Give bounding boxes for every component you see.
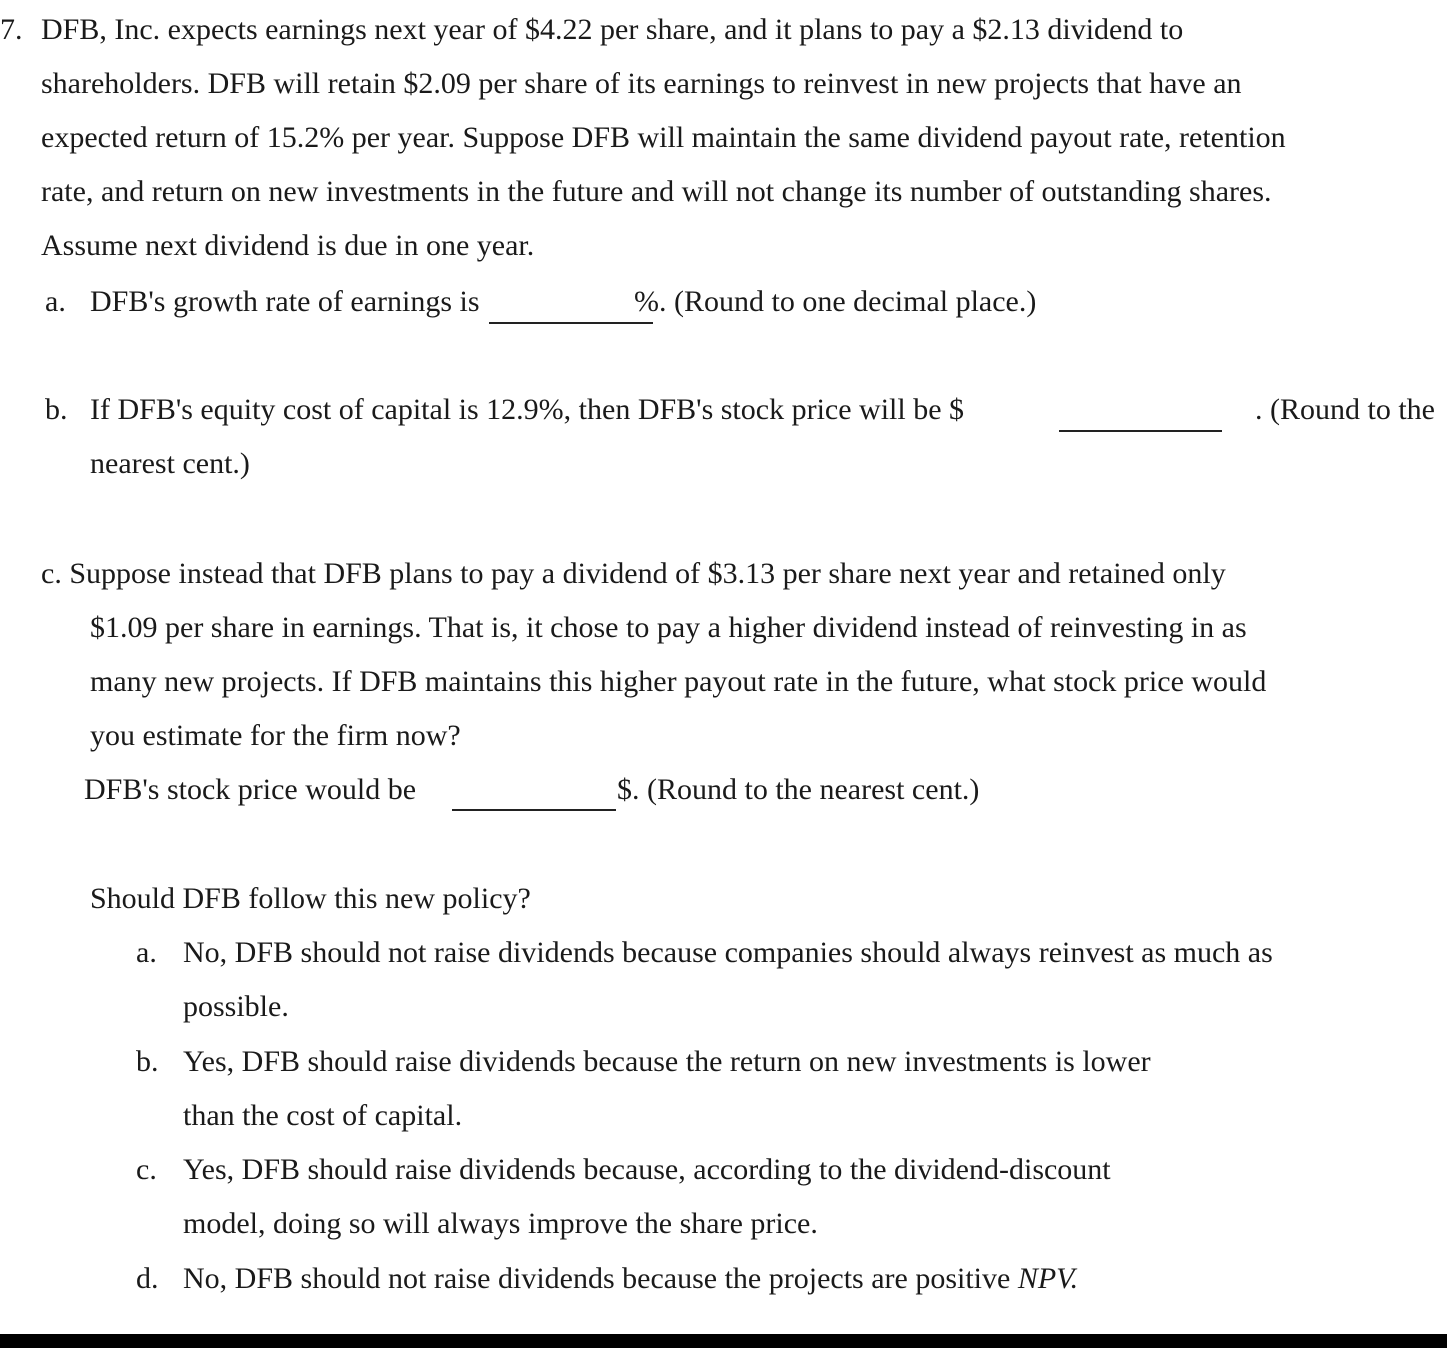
intro-line-2: shareholders. DFB will retain $2.09 per share of its earnings to reinvest in new projects that have an: [41, 67, 1242, 100]
intro-line-3: expected return of 15.2% per year. Suppose DFB will maintain the same dividend payout rate, retention: [41, 121, 1286, 154]
option-a-line-2[interactable]: possible.: [183, 990, 289, 1023]
part-a-prefix: DFB's growth rate of earnings is: [90, 285, 480, 318]
part-c-answer-suffix: $. (Round to the nearest cent.): [617, 773, 980, 806]
option-b-line-1[interactable]: Yes, DFB should raise dividends because the return on new investments is lower: [183, 1045, 1151, 1078]
option-b-line-2[interactable]: than the cost of capital.: [183, 1099, 463, 1132]
part-c-answer-blank[interactable]: [452, 809, 616, 811]
bottom-bar: [0, 1334, 1447, 1348]
part-c-line-2: $1.09 per share in earnings. That is, it chose to pay a higher dividend instead of reinvesting in as: [90, 611, 1247, 644]
part-c-answer-prefix: DFB's stock price would be: [84, 773, 417, 806]
part-b-answer-blank[interactable]: [1059, 430, 1222, 432]
part-a-answer-blank[interactable]: [489, 322, 653, 324]
part-b-suffix: . (Round to the: [1255, 393, 1435, 426]
question-number: 7.: [0, 13, 23, 46]
option-a-line-1[interactable]: No, DFB should not raise dividends because companies should always reinvest as much as: [183, 936, 1273, 969]
option-a-label[interactable]: a.: [136, 936, 157, 969]
part-a-label: a.: [45, 285, 66, 318]
part-a-suffix: %. (Round to one decimal place.): [634, 285, 1037, 318]
option-d-npv: NPV.: [1017, 1262, 1079, 1295]
part-b-prefix: If DFB's equity cost of capital is 12.9%, then DFB's stock price will be $: [90, 393, 965, 426]
option-b-label[interactable]: b.: [136, 1045, 159, 1078]
option-d-text: No, DFB should not raise dividends because the projects are positive: [183, 1262, 1011, 1295]
part-c-line-4: you estimate for the firm now?: [90, 719, 461, 752]
option-d-line-1[interactable]: [183, 1261, 1078, 1297]
intro-line-1: DFB, Inc. expects earnings next year of $4.22 per share, and it plans to pay a $2.13 dividend to: [41, 13, 1184, 46]
part-b-line-2: nearest cent.): [90, 447, 250, 480]
option-c-label[interactable]: c.: [136, 1153, 157, 1186]
policy-question: Should DFB follow this new policy?: [90, 882, 531, 915]
intro-line-5: Assume next dividend is due in one year.: [41, 229, 535, 262]
part-c-line-3: many new projects. If DFB maintains this higher payout rate in the future, what stock price would: [90, 665, 1267, 698]
part-c-line-1: c. Suppose instead that DFB plans to pay a dividend of $3.13 per share next year and retained only: [41, 557, 1226, 590]
option-d-label[interactable]: d.: [136, 1262, 159, 1295]
part-b-label: b.: [45, 393, 68, 426]
intro-line-4: rate, and return on new investments in the future and will not change its number of outstanding shares.: [41, 175, 1272, 208]
option-c-line-2[interactable]: model, doing so will always improve the share price.: [183, 1207, 818, 1240]
option-c-line-1[interactable]: Yes, DFB should raise dividends because, according to the dividend-discount: [183, 1153, 1111, 1186]
